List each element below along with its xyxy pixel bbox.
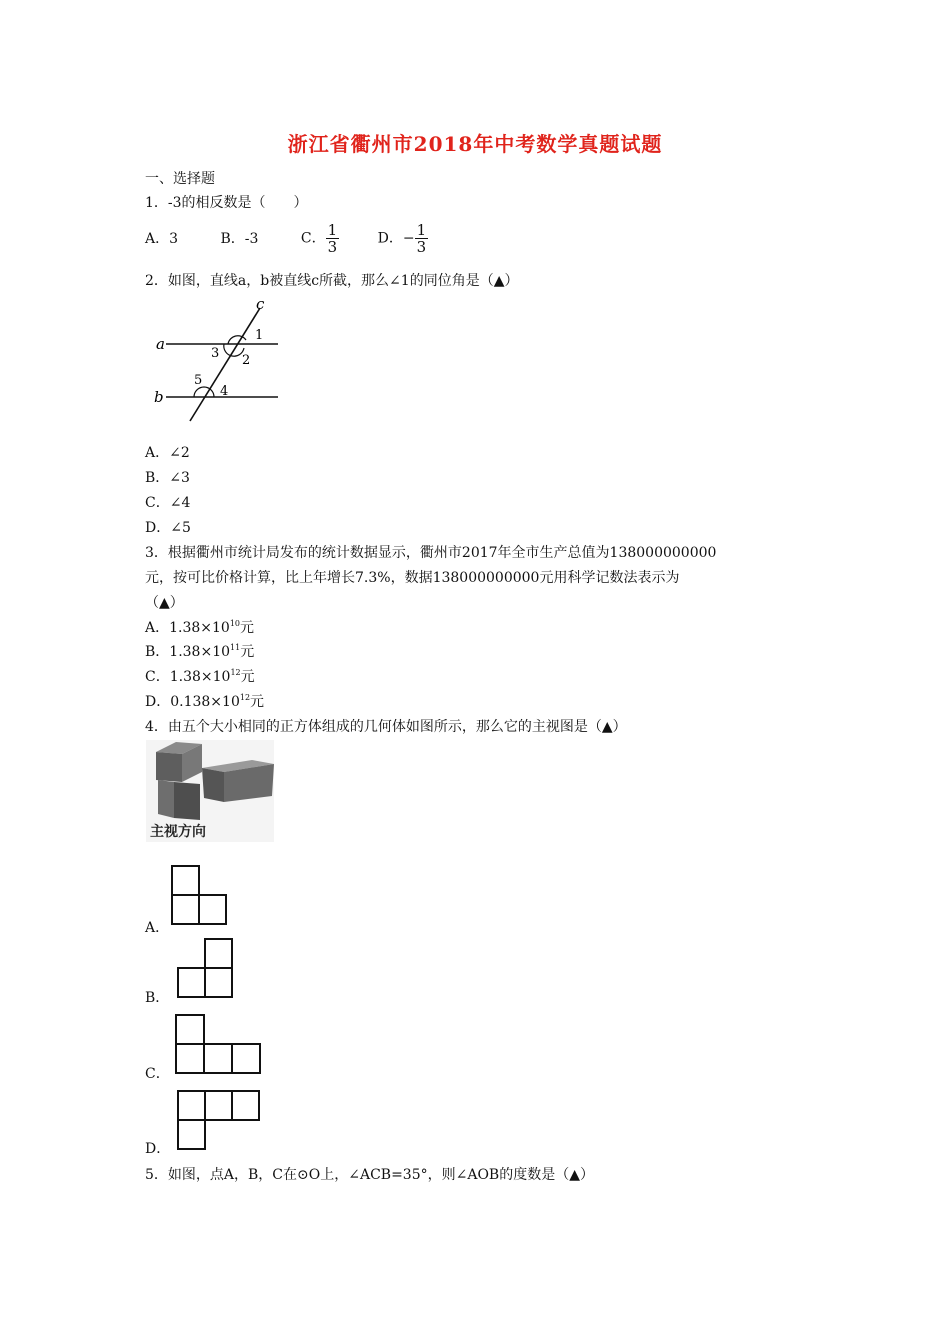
cube-face xyxy=(158,780,174,818)
exponent: 12 xyxy=(230,668,241,677)
label-a: a xyxy=(156,335,165,353)
q2-option-a: A．∠2 xyxy=(145,445,190,461)
cube-face xyxy=(202,768,224,802)
label-b: b xyxy=(154,388,164,406)
unit: 元 xyxy=(240,644,255,660)
q4-option-a-label: A． xyxy=(145,920,170,936)
option-text: C．1.38×10 xyxy=(145,669,231,685)
q2-stem: 2．如图，直线a，b被直线c所截，那么∠1的同位角是（▲） xyxy=(145,273,519,289)
view-square xyxy=(178,1091,205,1120)
q1-stem: 1．-3的相反数是（ ） xyxy=(145,195,308,211)
view-direction-caption: 主视方向 xyxy=(150,824,206,840)
angle-label-2: 2 xyxy=(242,353,251,368)
q1-option-c-fraction xyxy=(326,222,340,255)
q3-option-a xyxy=(145,619,254,637)
q4-option-d-figure xyxy=(175,1088,265,1152)
view-square xyxy=(176,1044,204,1073)
page-title: 浙江省衢州市2018年中考数学真题试题 xyxy=(287,132,663,156)
q4-option-a-figure xyxy=(170,864,230,928)
q1-option-d-fraction xyxy=(415,222,429,255)
q2-option-c: C．∠4 xyxy=(145,495,191,511)
q3-option-b xyxy=(145,643,254,661)
minus-sign: − xyxy=(402,230,415,247)
view-square xyxy=(172,895,199,924)
label-c: c xyxy=(256,296,265,313)
q4-option-c-label: C． xyxy=(145,1066,170,1082)
q1-option-d-label: D． xyxy=(377,230,403,247)
view-square xyxy=(232,1091,259,1120)
view-square xyxy=(205,939,232,968)
q2-option-d: D．∠5 xyxy=(145,520,191,536)
angle-label-1: 1 xyxy=(255,328,264,343)
fraction-denominator: 3 xyxy=(327,238,338,256)
option-text: A．1.38×10 xyxy=(145,620,230,636)
unit: 元 xyxy=(240,620,255,636)
cube-face xyxy=(156,752,182,782)
fraction-numerator: 1 xyxy=(327,221,338,239)
exponent: 11 xyxy=(230,643,241,652)
view-square xyxy=(199,895,226,924)
q3-option-c xyxy=(145,668,255,686)
cube-face xyxy=(174,782,200,820)
q3-stem-line2: 元，按可比价格计算，比上年增长7.3%，数据138000000000元用科学记数法表示为 xyxy=(145,570,680,586)
cube-solid-figure xyxy=(146,740,274,842)
view-square xyxy=(172,866,199,895)
angle-label-5: 5 xyxy=(194,373,203,388)
option-text: D．0.138×10 xyxy=(145,694,240,710)
q1-option-b: B．-3 xyxy=(220,230,259,247)
q3-option-d xyxy=(145,693,264,711)
q4-option-c-figure xyxy=(173,1013,263,1075)
fraction-denominator: 3 xyxy=(416,238,427,256)
parallel-lines-figure xyxy=(148,296,283,424)
view-square xyxy=(205,1091,232,1120)
angle-arc xyxy=(228,336,246,344)
exponent: 10 xyxy=(229,619,241,628)
view-square xyxy=(176,1015,204,1044)
q1-option-a: A．3 xyxy=(145,230,179,247)
q3-stem-line3: （▲） xyxy=(145,595,184,611)
q5-stem: 5．如图，点A，B，C在⊙O上，∠ACB=35°，则∠AOB的度数是（▲） xyxy=(145,1167,594,1183)
q3-stem-line1: 3．根据衢州市统计局发布的统计数据显示，衢州市2017年全市生产总值为138000000000 xyxy=(145,545,717,561)
unit: 元 xyxy=(240,669,255,685)
exponent: 12 xyxy=(239,693,251,702)
view-square xyxy=(204,1044,232,1073)
q4-option-d-label: D． xyxy=(145,1141,171,1157)
view-square xyxy=(178,1120,205,1149)
fraction-numerator: 1 xyxy=(416,221,427,239)
q1-option-d xyxy=(378,222,429,255)
q2-option-b: B．∠3 xyxy=(145,470,190,486)
angle-label-4: 4 xyxy=(220,384,229,399)
q1-option-c xyxy=(301,222,339,255)
view-square xyxy=(232,1044,260,1073)
section-heading: 一、选择题 xyxy=(145,171,215,187)
q1-options xyxy=(145,222,428,262)
view-square xyxy=(178,968,205,997)
q4-stem: 4．由五个大小相同的正方体组成的几何体如图所示，那么它的主视图是（▲） xyxy=(145,719,627,735)
angle-label-3: 3 xyxy=(211,346,220,361)
view-square xyxy=(205,968,232,997)
q1-option-c-label: C． xyxy=(300,230,326,247)
unit: 元 xyxy=(250,694,265,710)
q4-option-b-label: B． xyxy=(145,990,170,1006)
option-text: B．1.38×10 xyxy=(145,644,231,660)
q4-option-b-figure xyxy=(175,937,237,999)
